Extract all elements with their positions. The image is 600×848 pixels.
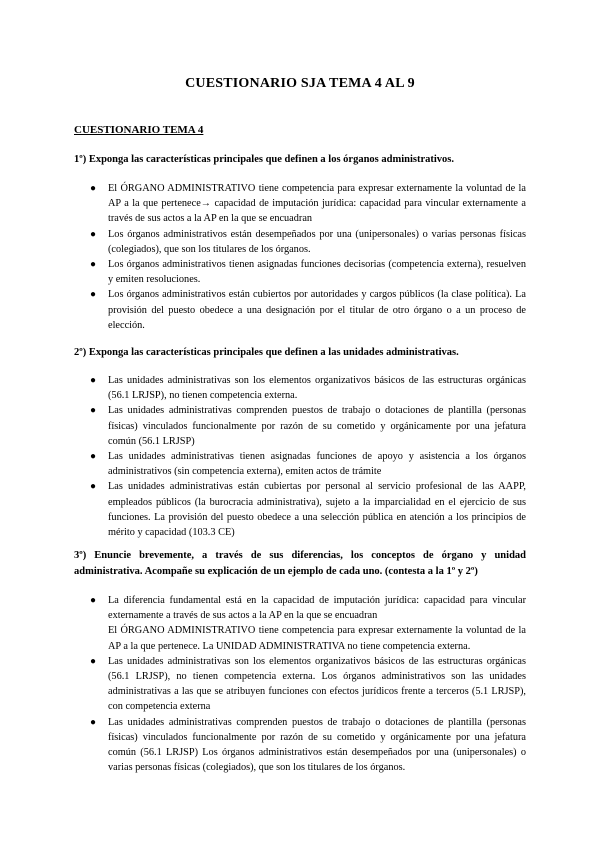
- bullet-icon: ●: [90, 451, 97, 463]
- bullet-icon: ●: [90, 595, 97, 606]
- bullet-icon: ●: [90, 375, 97, 386]
- list-item: ● Las unidades administrativas comprenden puestos de trabajo o dotaciones de plantilla (personas físicas) vinculados funcionalmente por razón de su cometido y orgánicamente por una jefatura común (56.1 LRJSP): [90, 405, 526, 447]
- list-item: ● Las unidades administrativas son los elementos organizativos básicos de las estructuras orgánicas (56.1 LRJSP), no tienen competencia externa.: [90, 375, 526, 402]
- list-item: ● Las unidades administrativas están cubiertas por personal al servicio profesional de las AAPP, empleados públicos (la burocracia administrativa), sujeto a la imparcialidad en el ejercicio de sus funciones. La provisión del puesto obedece a una selección pública en atención a los principios de mérito y capacidad (103.3 CE): [90, 481, 526, 539]
- bullet-icon: ●: [90, 716, 97, 728]
- list-item: ● Los órganos administrativos están desempeñados por una (unipersonales) o varias personas físicas (colegiados), que son los titulares de los órganos.: [90, 228, 526, 255]
- list-item: ● Las unidades administrativas comprenden puestos de trabajo o dotaciones de plantilla (personas físicas) vinculados funcionalmente por razón de su cometido y orgánicamente por una jefatura común (56.1 LRJSP) Los órganos administrativos están desempeñados por una (unipersonales) o varias personas físicas (colegiados), que son los titulares de los órganos.: [90, 716, 526, 774]
- section-heading: CUESTIONARIO TEMA 4: [74, 124, 204, 136]
- question-1-bullets: [74, 181, 526, 333]
- list-item: ● Los órganos administrativos tienen asignadas funciones decisorias (competencia externa), resuelven y emiten resoluciones.: [90, 259, 526, 286]
- question-2-heading: 2º) Exponga las características principales que definen a las unidades administrativas.: [74, 347, 459, 358]
- question-2-bullets: [74, 373, 526, 540]
- bullet-icon: ●: [90, 655, 97, 667]
- bullet-icon: ●: [90, 405, 97, 417]
- question-3-bullets: [74, 593, 526, 775]
- bullet-icon: ●: [90, 259, 97, 271]
- bullet-icon: ●: [90, 481, 97, 493]
- list-item: ● Las unidades administrativas son los elementos organizativos básicos de las estructuras orgánicas (56.1 LRJSP), no tienen competencia externa. Los órganos administrativos son las unidades administrativas a las que se atribuyen funciones con efectos jurídicos frente a terceros (5.1 LRJSP), con competencia externa: [90, 655, 526, 713]
- bullet-icon: ●: [90, 228, 97, 240]
- bullet-icon: ●: [90, 183, 97, 194]
- document-title: CUESTIONARIO SJA TEMA 4 AL 9: [185, 76, 415, 91]
- list-item: ● El ÓRGANO ADMINISTRATIVO tiene competencia para expresar externamente la voluntad de la AP a la que pertenece→ capacidad de imputación jurídica: capacidad para vincular externamente a través de sus actos a la AP en la que se encuadran: [90, 183, 526, 225]
- list-item: ● Las unidades administrativas tienen asignadas funciones de apoyo y asistencia a los órganos administrativos (sin competencia externa), emiten actos de trámite: [90, 451, 526, 478]
- question-1-heading: 1º) Exponga las características principales que definen a los órganos administrativos.: [74, 154, 455, 165]
- bullet-icon: ●: [90, 289, 97, 301]
- list-item: ● La diferencia fundamental está en la capacidad de imputación jurídica: capacidad para vincular externamente a través de sus actos a la AP en la que se encuadran El ÓRGANO ADMINISTRATIVO tiene competencia para expresar externamente la voluntad de la AP a la que pertenece. La UNIDAD ADMINISTRATIVA no tiene competencia externa.: [90, 595, 526, 652]
- question-3-heading: 3º) Enuncie brevemente, a través de sus diferencias, los conceptos de órgano y unidad administrativa. Acompañe su explicación de un ejemplo de cada uno. (contesta a la 1º y 2º): [74, 550, 526, 577]
- list-item: ● Los órganos administrativos están cubiertos por autoridades y cargos públicos (la clase política). La provisión del puesto obedece a una designación por el titular de otro órgano o a un proceso de elección.: [90, 289, 526, 331]
